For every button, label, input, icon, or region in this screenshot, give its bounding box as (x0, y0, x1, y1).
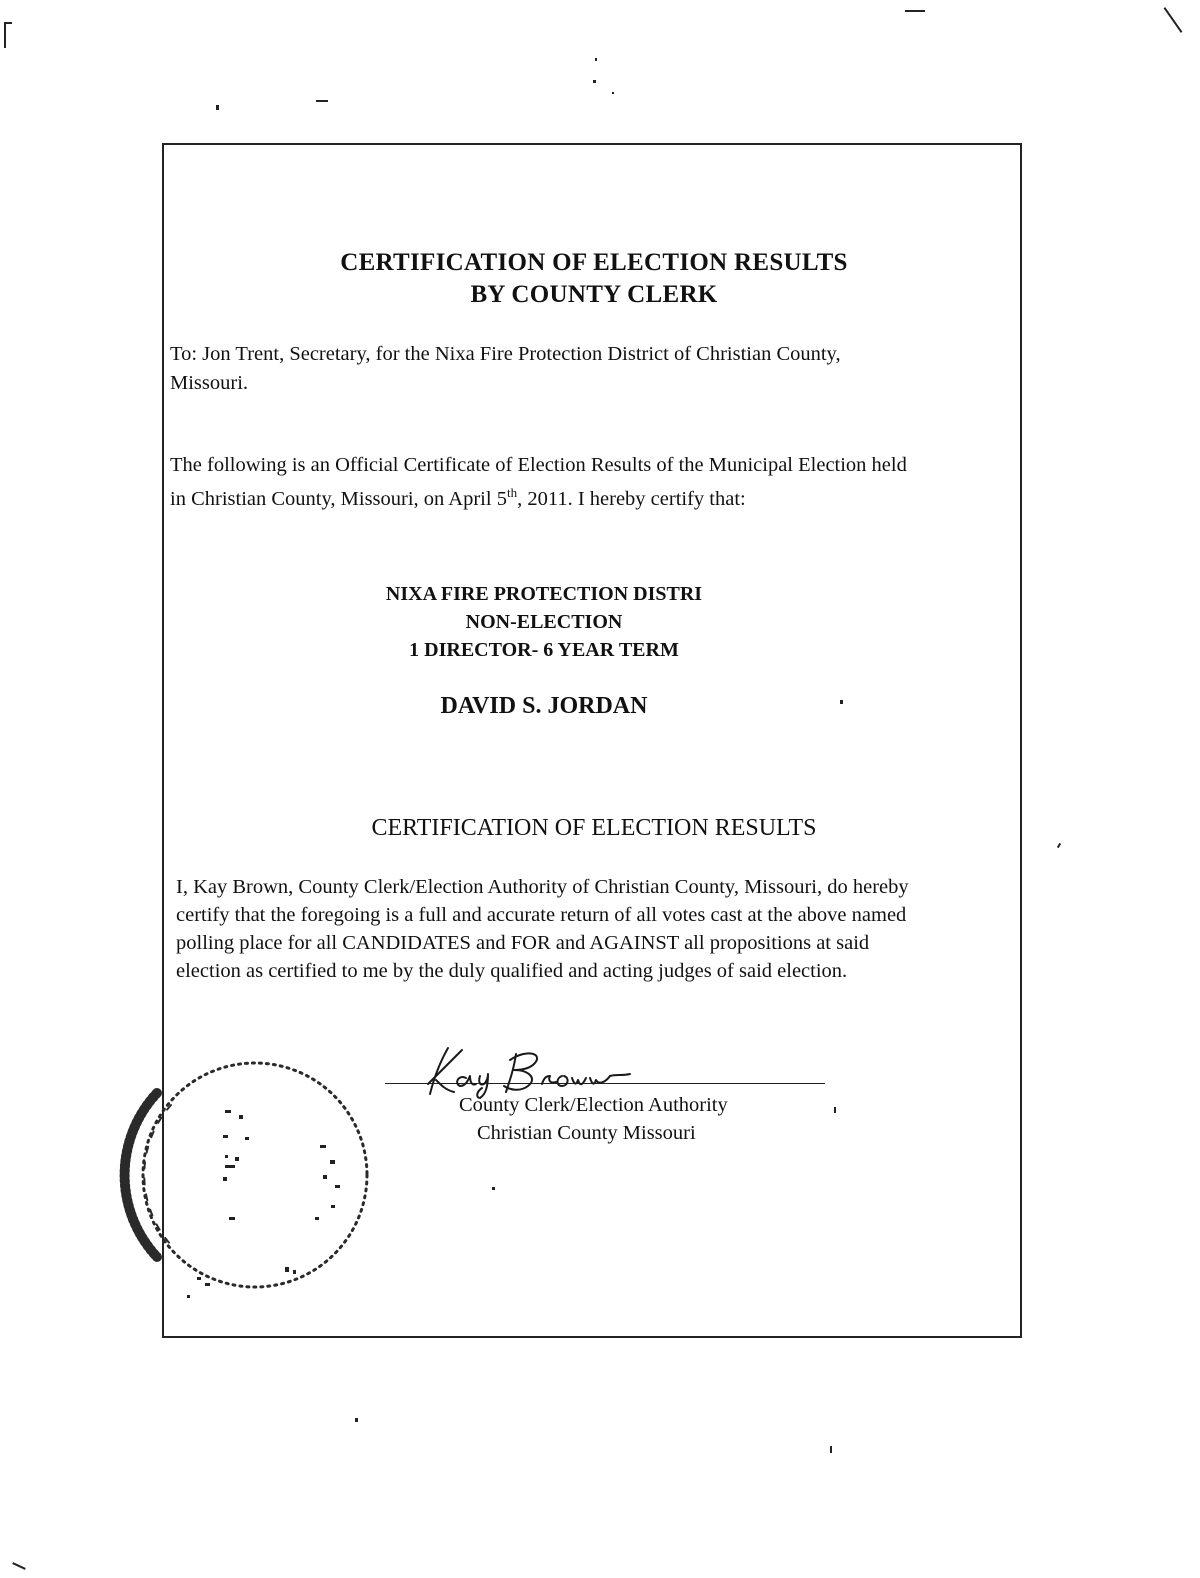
scan-mark (355, 1418, 358, 1422)
scan-mark (12, 1562, 26, 1570)
scan-mark (905, 10, 925, 12)
scan-mark (492, 1187, 495, 1190)
intro-line2 (170, 479, 746, 513)
scan-mark (4, 22, 12, 24)
intro-line2-end: , 2011. I hereby certify that: (517, 487, 746, 510)
scan-mark (593, 80, 596, 83)
scan-mark (834, 1107, 836, 1113)
section-heading: CERTIFICATION OF ELECTION RESULTS (371, 815, 817, 841)
scan-mark (316, 100, 328, 102)
signer-title: County Clerk/Election Authority (459, 1094, 728, 1116)
candidate-name: DAVID S. JORDAN (440, 693, 648, 719)
scan-mark (830, 1446, 832, 1453)
certification-line3: polling place for all CANDIDATES and FOR and AGAINST all propositions at said (176, 932, 870, 954)
district-name: NIXA FIRE PROTECTION DISTRI (385, 583, 703, 605)
scan-mark (1164, 7, 1183, 33)
scan-mark (4, 22, 6, 48)
signer-county: Christian County Missouri (477, 1122, 696, 1144)
addressee-line2: Missouri. (170, 372, 249, 394)
scan-mark (595, 58, 597, 61)
certificate-title-line2: BY COUNTY CLERK (470, 281, 718, 308)
election-type: NON-ELECTION (465, 611, 623, 633)
ordinal-suffix: th (506, 485, 518, 500)
certificate-title-line1: CERTIFICATION OF ELECTION RESULTS (340, 249, 848, 276)
certification-line1: I, Kay Brown, County Clerk/Election Authority of Christian County, Missouri, do hereby (176, 876, 909, 898)
scan-mark (1057, 843, 1061, 848)
certification-line4: election as certified to me by the duly qualified and acting judges of said election. (176, 960, 848, 982)
scan-mark (840, 700, 843, 704)
scan-mark (216, 105, 219, 110)
intro-line2-start: in Christian County, Missouri, on April 5 (170, 487, 507, 510)
addressee-line1: To: Jon Trent, Secretary, for the Nixa Fire Protection District of Christian County, (170, 343, 841, 365)
intro-line1: The following is an Official Certificate of Election Results of the Municipal Election held (170, 454, 907, 476)
scan-mark (612, 92, 614, 94)
county-seal (105, 1045, 370, 1305)
office-term: 1 DIRECTOR- 6 YEAR TERM (409, 639, 679, 661)
clerk-signature (410, 1040, 640, 1100)
certification-line2: certify that the foregoing is a full and accurate return of all votes cast at the above named (176, 904, 907, 926)
